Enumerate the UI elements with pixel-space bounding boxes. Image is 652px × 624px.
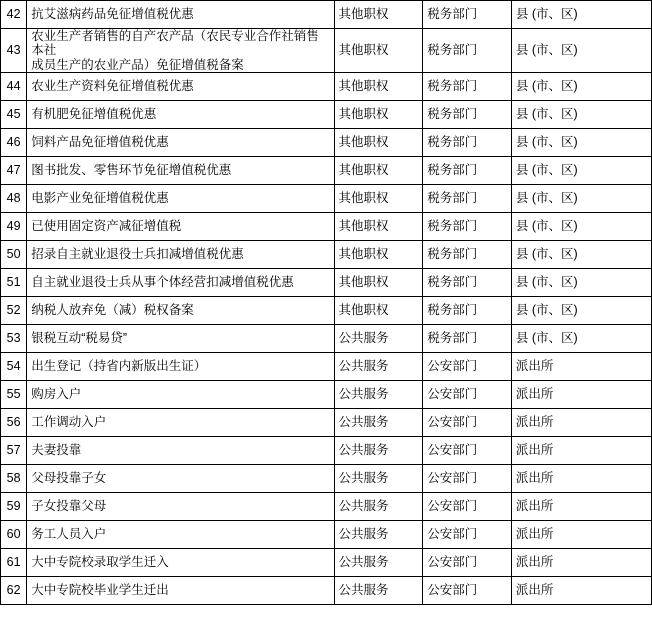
row-index: 42 (1, 1, 27, 29)
row-item-type: 公共服务 (334, 437, 423, 465)
row-item-name: 已使用固定资产减征增值税 (27, 213, 334, 241)
row-item-name-line1: 农业生产者销售的自产农产品（农民专业合作社销售本社 (31, 29, 319, 58)
row-index: 58 (1, 465, 27, 493)
row-department: 公安部门 (423, 493, 512, 521)
table-row (1, 437, 652, 465)
row-item-name: 银税互动“税易贷” (27, 325, 334, 353)
row-level: 县 (市、区) (511, 297, 651, 325)
row-level: 县 (市、区) (511, 101, 651, 129)
row-index: 46 (1, 129, 27, 157)
table-row (1, 577, 652, 605)
row-department: 公安部门 (423, 521, 512, 549)
row-item-type: 公共服务 (334, 521, 423, 549)
row-level: 县 (市、区) (511, 185, 651, 213)
row-department: 税务部门 (423, 269, 512, 297)
row-item-name: 有机肥免征增值税优惠 (27, 101, 334, 129)
row-department: 公安部门 (423, 577, 512, 605)
table-row (1, 493, 652, 521)
table-row (1, 269, 652, 297)
row-level: 县 (市、区) (511, 29, 651, 73)
row-item-name: 自主就业退役士兵从事个体经营扣减增值税优惠 (27, 269, 334, 297)
row-item-name: 工作调动入户 (27, 409, 334, 437)
row-item-type: 其他职权 (334, 269, 423, 297)
row-department: 税务部门 (423, 213, 512, 241)
row-department: 税务部门 (423, 73, 512, 101)
row-index: 53 (1, 325, 27, 353)
row-department: 公安部门 (423, 465, 512, 493)
row-item-name-line2: 成员生产的农业产品）免征增值税备案 (31, 57, 244, 72)
row-level: 派出所 (511, 549, 651, 577)
row-level: 派出所 (511, 381, 651, 409)
row-item-name: 大中专院校毕业学生迁出 (27, 577, 334, 605)
table-row (1, 73, 652, 101)
row-level: 县 (市、区) (511, 1, 651, 29)
row-index: 61 (1, 549, 27, 577)
row-index: 49 (1, 213, 27, 241)
table-row (1, 409, 652, 437)
row-index: 54 (1, 353, 27, 381)
row-item-type: 公共服务 (334, 493, 423, 521)
table-row (1, 521, 652, 549)
row-item-type: 其他职权 (334, 101, 423, 129)
row-item-name: 父母投靠子女 (27, 465, 334, 493)
row-level: 县 (市、区) (511, 129, 651, 157)
table-row (1, 325, 652, 353)
row-item-type: 公共服务 (334, 353, 423, 381)
row-index: 56 (1, 409, 27, 437)
row-item-type: 公共服务 (334, 325, 423, 353)
row-level: 县 (市、区) (511, 157, 651, 185)
row-item-type: 公共服务 (334, 409, 423, 437)
table-row (1, 29, 652, 73)
row-department: 税务部门 (423, 157, 512, 185)
table-row (1, 101, 652, 129)
table-row (1, 213, 652, 241)
row-index: 48 (1, 185, 27, 213)
row-index: 45 (1, 101, 27, 129)
row-item-name: 务工人员入户 (27, 521, 334, 549)
row-level: 派出所 (511, 465, 651, 493)
row-level: 县 (市、区) (511, 325, 651, 353)
row-index: 50 (1, 241, 27, 269)
row-item-type: 其他职权 (334, 185, 423, 213)
row-item-type: 公共服务 (334, 577, 423, 605)
row-item-name: 农业生产资料免征增值税优惠 (27, 73, 334, 101)
row-department: 税务部门 (423, 185, 512, 213)
row-item-type: 公共服务 (334, 465, 423, 493)
table-row (1, 185, 652, 213)
table-row (1, 157, 652, 185)
table-row (1, 241, 652, 269)
row-item-type: 其他职权 (334, 29, 423, 73)
row-level: 派出所 (511, 409, 651, 437)
row-item-type: 其他职权 (334, 129, 423, 157)
row-item-type: 公共服务 (334, 549, 423, 577)
row-index: 62 (1, 577, 27, 605)
row-level: 县 (市、区) (511, 241, 651, 269)
row-level: 县 (市、区) (511, 73, 651, 101)
row-item-type: 公共服务 (334, 381, 423, 409)
row-department: 公安部门 (423, 353, 512, 381)
row-level: 派出所 (511, 493, 651, 521)
row-department: 公安部门 (423, 549, 512, 577)
row-index: 59 (1, 493, 27, 521)
row-index: 55 (1, 381, 27, 409)
row-index: 47 (1, 157, 27, 185)
row-item-name: 子女投靠父母 (27, 493, 334, 521)
row-level: 派出所 (511, 437, 651, 465)
row-item-name: 图书批发、零售环节免征增值税优惠 (27, 157, 334, 185)
row-item-type: 其他职权 (334, 1, 423, 29)
row-item-type: 其他职权 (334, 73, 423, 101)
row-department: 公安部门 (423, 409, 512, 437)
row-level: 派出所 (511, 577, 651, 605)
row-department: 公安部门 (423, 381, 512, 409)
row-index: 60 (1, 521, 27, 549)
row-item-name: 招录自主就业退役士兵扣减增值税优惠 (27, 241, 334, 269)
row-item-name: 电影产业免征增值税优惠 (27, 185, 334, 213)
row-item-name: 抗艾滋病药品免征增值税优惠 (27, 1, 334, 29)
table-row (1, 381, 652, 409)
row-department: 税务部门 (423, 29, 512, 73)
row-item-name: 大中专院校录取学生迁入 (27, 549, 334, 577)
row-department: 税务部门 (423, 129, 512, 157)
row-item-name: 购房入户 (27, 381, 334, 409)
row-index: 51 (1, 269, 27, 297)
row-item-name: 出生登记（持省内新版出生证） (27, 353, 334, 381)
row-level: 县 (市、区) (511, 269, 651, 297)
row-department: 税务部门 (423, 325, 512, 353)
table-row (1, 465, 652, 493)
row-index: 43 (1, 29, 27, 73)
row-department: 税务部门 (423, 1, 512, 29)
table-row (1, 549, 652, 577)
row-item-name: 饲料产品免征增值税优惠 (27, 129, 334, 157)
table-body (1, 1, 652, 605)
table-row (1, 353, 652, 381)
row-item-type: 其他职权 (334, 213, 423, 241)
row-department: 税务部门 (423, 101, 512, 129)
table-row (1, 129, 652, 157)
row-department: 税务部门 (423, 241, 512, 269)
row-item-type: 其他职权 (334, 241, 423, 269)
row-item-name: 纳税人放弃免（减）税权备案 (27, 297, 334, 325)
table-row (1, 297, 652, 325)
row-item-name (27, 29, 334, 73)
row-level: 县 (市、区) (511, 213, 651, 241)
row-index: 57 (1, 437, 27, 465)
row-index: 44 (1, 73, 27, 101)
row-department: 公安部门 (423, 437, 512, 465)
row-item-name: 夫妻投靠 (27, 437, 334, 465)
row-level: 派出所 (511, 353, 651, 381)
row-department: 税务部门 (423, 297, 512, 325)
row-level: 派出所 (511, 521, 651, 549)
row-index: 52 (1, 297, 27, 325)
row-item-type: 其他职权 (334, 157, 423, 185)
table-row (1, 1, 652, 29)
row-item-type: 其他职权 (334, 297, 423, 325)
